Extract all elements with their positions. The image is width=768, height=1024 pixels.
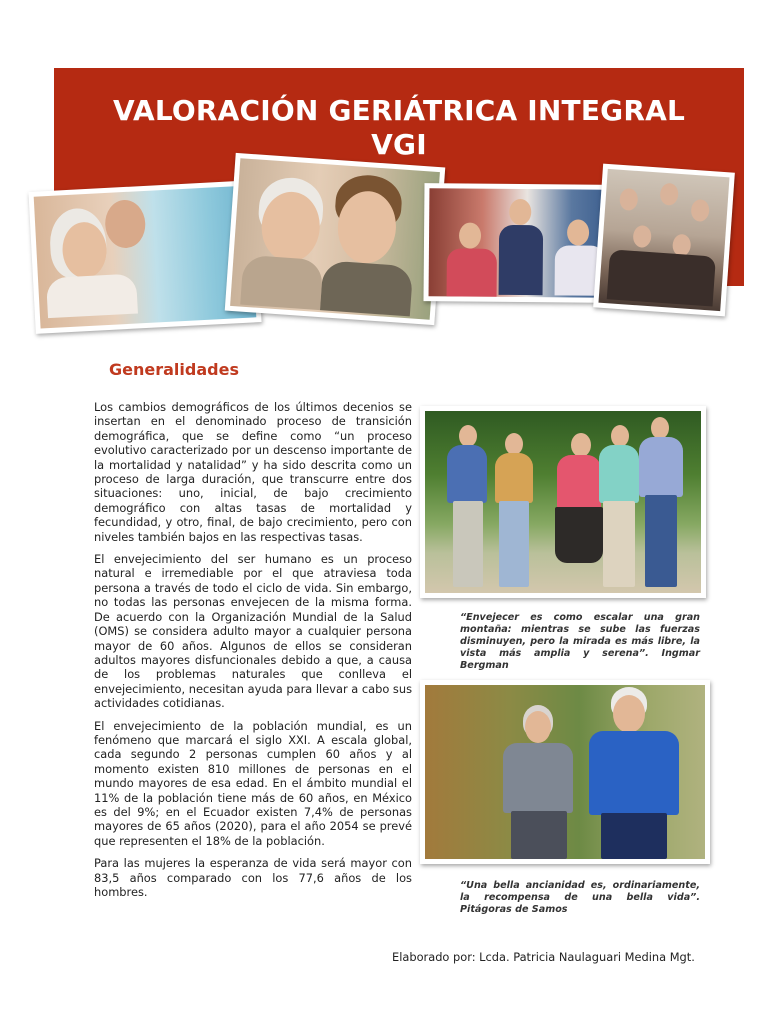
section-title: Generalidades bbox=[109, 360, 239, 379]
title-line-1: VALORACIÓN GERIÁTRICA INTEGRAL bbox=[112, 94, 686, 127]
body-text bbox=[94, 400, 412, 907]
paragraph-4: Para las mujeres la esperanza de vida será mayor con 83,5 años comparado con los 77,6 años de los hombres. bbox=[94, 856, 412, 899]
photo-couple-beach bbox=[28, 180, 261, 334]
page-title bbox=[54, 94, 744, 162]
paragraph-3: El envejecimiento de la población mundial, es un fenómeno que marcará el siglo XXI. A escala global, cada segundo 2 personas cumplen 60 años y al momento existen 810 millones de personas en el mundo mayores de esa edad. En el ámbito mundial el 11% de la población tiene más de 60 años, en México es del 9%; en el Ecuador existen 7,4% de personas mayores de 65 años (2020), para el año 2054 se prevé que representen el 18% de la población. bbox=[94, 718, 412, 848]
photo-seniors-playing-cards bbox=[423, 183, 612, 303]
paragraph-1: Los cambios demográficos de los últimos decenios se insertan en el denominado proceso de transición demográfica, que se define como “un proceso evolutivo caracterizado por un descenso importante de la mortalidad y natalidad” y ha sido descrita como un proceso de larga duración, que transcurre entre dos situaciones: uno, inicial, de bajo crecimiento demográfico con altas tasas de mortalidad y fecundidad, y otro, final, de bajo crecimiento, pero con niveles también bajos en las respectivas tasas. bbox=[94, 400, 412, 544]
paragraph-2: El envejecimiento del ser humano es un proceso natural e irremediable por el que atraviesa toda persona a través de todo el ciclo de vida. Sin embargo, no todas las personas envejecen de la misma forma. De acuerdo con la Organización Mundial de la Salud (OMS) se considera adulto mayor a cualquier persona mayor de 60 años. Algunos de ellos se consideran adultos mayores disfuncionales debido a que, a causa de los problemas naturales que conlleva el envejecimiento, necesitan ayuda para llevar a cabo sus actividades cotidianas. bbox=[94, 552, 413, 711]
photo-senior-and-young-man bbox=[225, 153, 446, 325]
photo-seniors-jogging bbox=[420, 680, 710, 864]
photo-seniors-walking bbox=[420, 406, 706, 598]
quote-bergman: “Envejecer es como escalar una gran montaña: mientras se sube las fuerzas disminuyen, pero la mirada es más libre, la vista más amplia y serena”. Ingmar Bergman bbox=[460, 612, 700, 671]
photo-senior-group bbox=[593, 164, 735, 317]
quote-pitagoras: “Una bella ancianidad es, ordinariamente, la recompensa de una bella vida”. Pitágoras de Samos bbox=[460, 880, 700, 915]
author-credit: Elaborado por: Lcda. Patricia Naulaguari Medina Mgt. bbox=[392, 950, 695, 964]
title-line-2: VGI bbox=[371, 128, 427, 161]
